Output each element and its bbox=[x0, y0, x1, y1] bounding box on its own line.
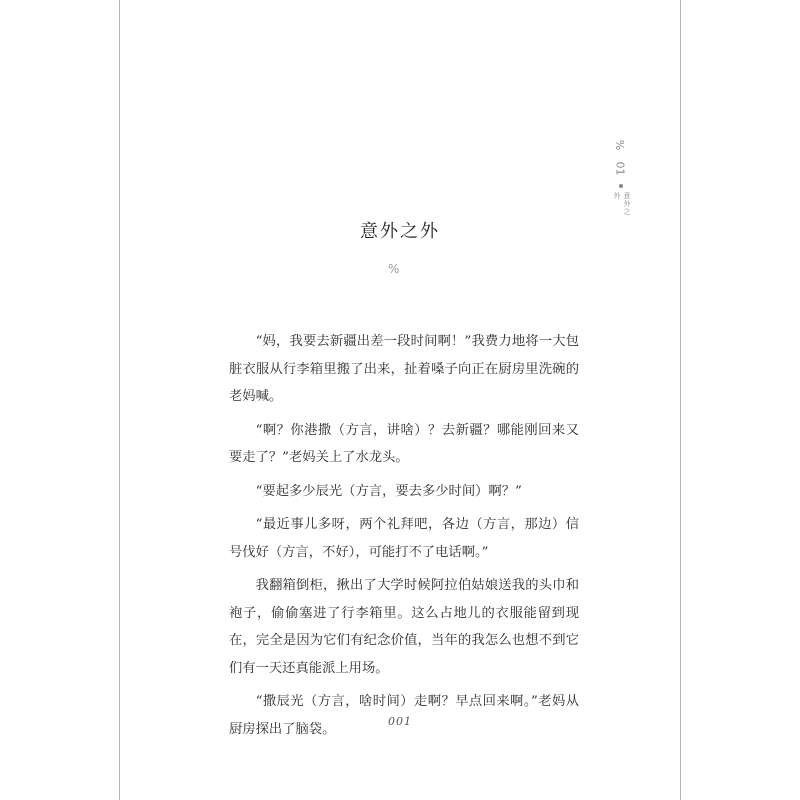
running-head-chapter-number: 01 bbox=[613, 161, 627, 176]
paragraph: 我翻箱倒柜，揪出了大学时候阿拉伯姑娘送我的头巾和袍子，偷偷塞进了行李箱里。这么占地儿的衣服能留到现在，完全是因为它们有纪念价值，当年的我怎么也想不到它们有一天还真能派上用场。 bbox=[229, 578, 579, 676]
page-number: 001 bbox=[388, 715, 412, 728]
paragraph: “要起多少辰光（方言，要去多少时间）啊？” bbox=[255, 483, 522, 499]
running-head-mark: % bbox=[613, 139, 627, 150]
chapter-title: 意外之外 bbox=[360, 221, 440, 242]
paragraph: “妈，我要去新疆出差一段时间啊！”我费力地将一大包脏衣服从行李箱里搬了出来，扯着嗓子向正在厨房里洗碗的老妈喊。 bbox=[229, 334, 579, 404]
body-text bbox=[229, 328, 579, 749]
chapter-ornament bbox=[388, 262, 399, 276]
ornament-glyph: % bbox=[388, 262, 400, 276]
running-head bbox=[612, 138, 632, 218]
paragraph: “啊？你港撒（方言，讲啥）？去新疆？哪能刚回来又要走了？”老妈关上了水龙头。 bbox=[229, 422, 579, 465]
paragraph: “撒辰光（方言，啥时间）走啊？早点回来啊。”老妈从厨房探出了脑袋。 bbox=[229, 694, 579, 737]
running-head-title: 意外之外 bbox=[613, 192, 631, 216]
paragraph: “最近事儿多呀，两个礼拜吧，各边（方言，那边）信号伐好（方言，不好），可能打不了电话啊。” bbox=[229, 517, 579, 560]
running-head-dot bbox=[619, 184, 623, 188]
